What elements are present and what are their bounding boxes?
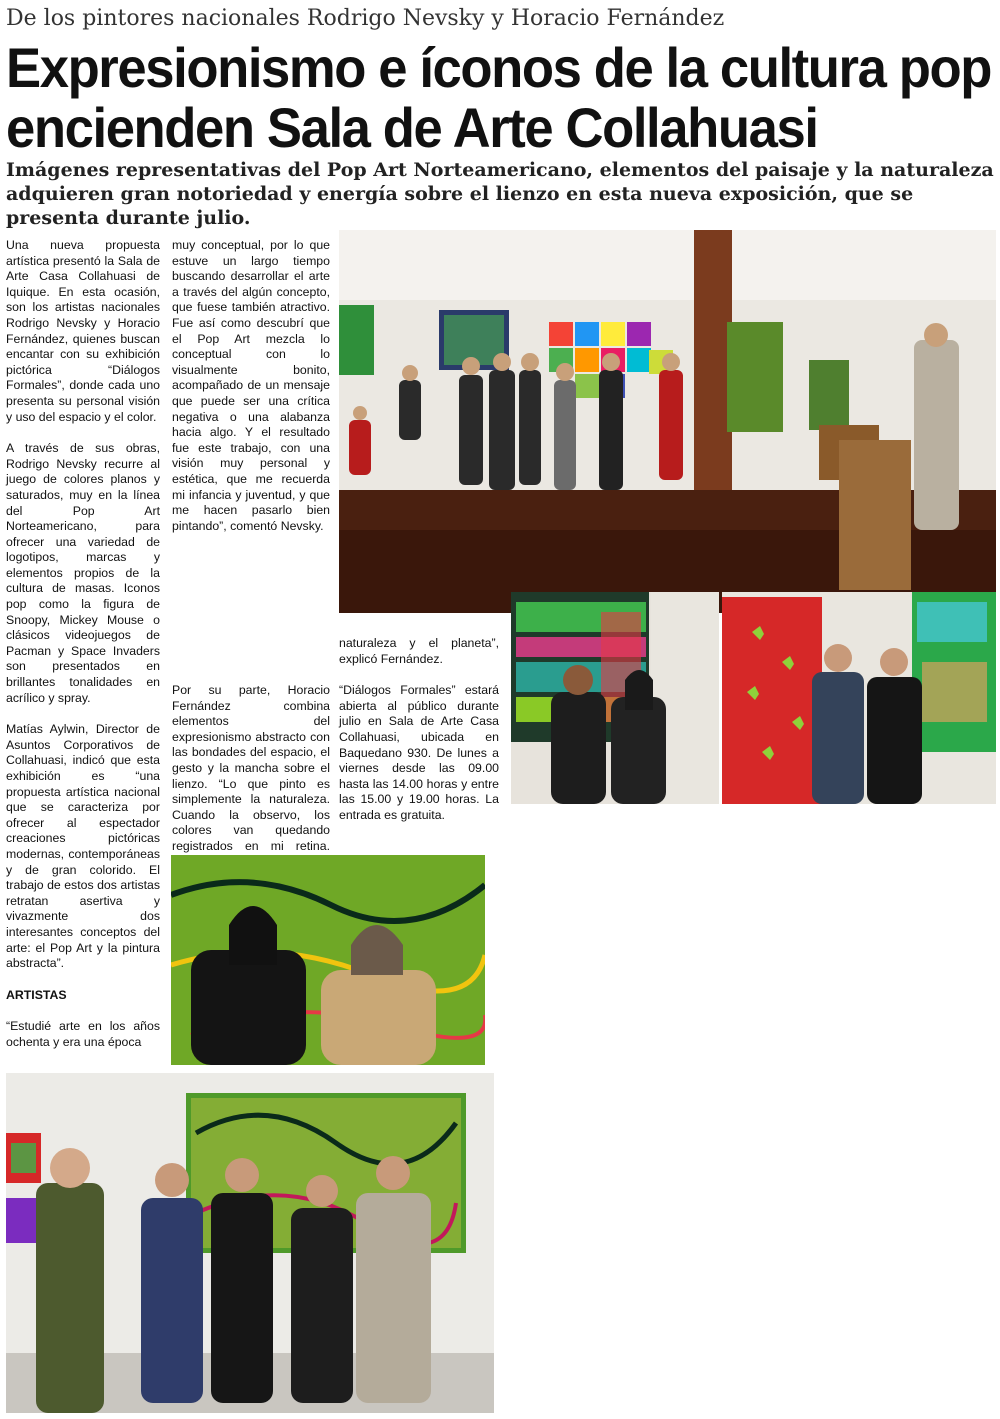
photo-gallery-speech <box>339 230 996 613</box>
photo-two-women-abstract <box>171 855 485 1065</box>
body-column-2-top <box>172 238 330 550</box>
article-deck: Imágenes representativas del Pop Art Norteamericano, elementos del paisaje y la naturaleza adquieren gran notoriedad y energía sobre el lienzo en esta nueva exposición, que se presenta durante julio. <box>6 159 994 229</box>
section-heading: ARTISTAS <box>6 987 67 1002</box>
paragraph: Por su parte, Horacio Fernández combina elementos del expresionismo abstracto con las bondades del espacio, el gesto y la mancha sobre el lienzo. “Lo que pinto es simplemente la naturaleza. Cuando la observo, los colores van quedando registrados en mi retina. <box>172 683 330 853</box>
paragraph: naturaleza y el planeta”, explicó Fernández. <box>339 636 499 666</box>
paragraph: “Diálogos Formales” estará abierta al público durante julio en Sala de Arte Casa Collahuasi, ubicada en Baquedano 930. De lunes a viernes desde las 09.00 hasta las 14.00 horas y entre las 15.00 y 19.00 horas. La entrada es gratuita. <box>339 683 499 822</box>
article-kicker: De los pintores nacionales Rodrigo Nevsky y Horacio Fernández <box>6 6 725 31</box>
paragraph: Matías Aylwin, Director de Asuntos Corporativos de Collahuasi, indicó que esta exhibición es “una propuesta artística nacional que se caracteriza por ofrecer al espectador creaciones pictóricas modernas, contemporáneas y de gran colorido. El trabajo de estos dos artistas retratan asertiva y vivazmente dos interesantes conceptos del arte: el Pop Art y la pintura abstracta”. <box>6 722 160 971</box>
body-column-1 <box>6 238 160 1067</box>
photo-group-five <box>6 1073 494 1413</box>
paragraph: A través de sus obras, Rodrigo Nevsky recurre al juego de colores planos y saturados, muy en la línea del Pop Art Norteamericano, para ofrecer una variedad de logotipos, marcas y elementos propios de la cultura de masas. Iconos pop como la figura de Snoopy, Mickey Mouse o clásicos videojuegos de Pacman y Space Invaders son presentados en brillantes tonalidades en acrílico y spray. <box>6 441 160 705</box>
photo-two-men-butterflies <box>722 592 996 804</box>
article-headline <box>6 36 991 159</box>
body-column-3 <box>339 636 499 840</box>
photo-couple-with-painting <box>511 592 719 804</box>
paragraph: muy conceptual, por lo que estuve un largo tiempo buscando desarrollar el arte a través del algún concepto, que fuese también atractivo. Fue así como descubrí que el Pop Art mezcla lo conceptual con lo visualmente bonito, acompañado de un mensaje que puede ser una crítica negativa o una alabanza hacia algo. Y el resultado fue este trabajo, con una visión muy personal y estética, que me recuerda mi infancia y juventud, y que me hacen pasarlo bien pintando”, comentó Nevsky. <box>172 238 330 533</box>
headline-line-2: encienden Sala de Arte Collahuasi <box>6 96 818 159</box>
paragraph: Una nueva propuesta artística presentó la Sala de Arte Casa Collahuasi de Iquique. En esta ocasión, son los artistas nacionales Rodrigo Nevsky y Horacio Fernández, quienes buscan encantar con su exhibición pictórica “Diálogos Formales”, donde cada uno presenta su personal visión y uso del espacio y el color. <box>6 238 160 424</box>
headline-line-1: Expresionismo e íconos de la cultura pop <box>6 36 991 99</box>
paragraph: “Estudié arte en los años ochenta y era una época <box>6 1019 160 1049</box>
